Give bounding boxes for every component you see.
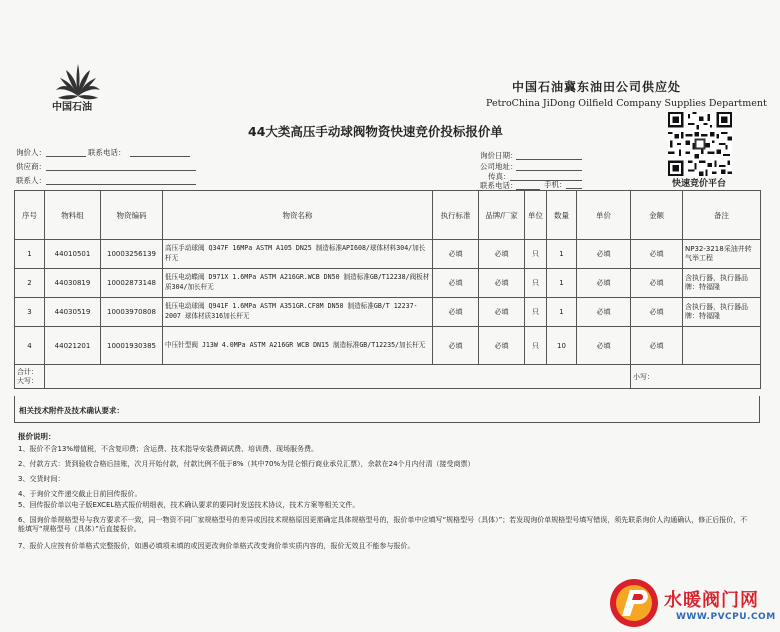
row-number: 2 xyxy=(15,269,45,298)
brand-cell[interactable]: 必填 xyxy=(479,240,525,269)
logo-text: 中国石油 xyxy=(52,102,92,113)
amount-cell[interactable]: 必填 xyxy=(631,327,683,365)
material-code: 10001930385 xyxy=(101,327,163,365)
supplier-line xyxy=(46,170,196,171)
header-cell: 物资编码 xyxy=(101,191,163,240)
brand-cell[interactable]: 必填 xyxy=(479,298,525,327)
material-group: 44030819 xyxy=(45,269,101,298)
contact-label: 联系人： xyxy=(16,176,46,185)
note-line: 1、报价不含13%增值税，不含复印费；含运费、技术指导安装费调试费、培训费、现场服务费。 xyxy=(18,444,319,453)
unit-price-cell[interactable]: 必填 xyxy=(577,240,631,269)
header-cell: 物料组 xyxy=(45,191,101,240)
unit-cell: 只 xyxy=(525,240,547,269)
amount-cell[interactable]: 必填 xyxy=(631,298,683,327)
attachment-requirements-label: 相关技术附件及技术确认要求： xyxy=(19,406,124,415)
mobile-line xyxy=(566,188,582,189)
note-line: 4、于询价文件递交截止日前回传报价。 xyxy=(18,490,142,499)
material-code: 10003970808 xyxy=(101,298,163,327)
quantity-cell: 1 xyxy=(547,240,577,269)
watermark-url: WWW.PVCPU.COM xyxy=(676,612,776,622)
amount-cell[interactable]: 必填 xyxy=(631,240,683,269)
standard-cell[interactable]: 必填 xyxy=(433,298,479,327)
header-cell: 数量 xyxy=(547,191,577,240)
table-row xyxy=(15,327,761,365)
qr-label: 快速竞价平台 xyxy=(672,179,727,189)
phone-line xyxy=(130,156,190,157)
material-code: 10002873148 xyxy=(101,269,163,298)
total-row xyxy=(15,365,761,389)
inquiry-date-line xyxy=(516,159,582,160)
remark-cell: 含执行器，执行器品牌：特福隆 xyxy=(683,298,761,327)
supplier-label: 供应商： xyxy=(16,162,46,171)
fax-label: 传真： xyxy=(488,172,511,181)
header-cell: 品牌/厂家 xyxy=(479,191,525,240)
unit-price-cell[interactable]: 必填 xyxy=(577,327,631,365)
note-line: 3、交货时间： xyxy=(18,474,65,483)
unit-cell: 只 xyxy=(525,298,547,327)
remark-cell xyxy=(683,327,761,365)
table-row xyxy=(15,269,761,298)
unit-cell: 只 xyxy=(525,269,547,298)
brand-cell[interactable]: 必填 xyxy=(479,269,525,298)
material-name: 低压电动蝶阀 D971X 1.6MPa ASTM A216GR.WCB DN50 制造标准GB/T12238/阀板材质304/加长杆无 xyxy=(163,269,433,298)
material-group: 44030519 xyxy=(45,298,101,327)
note-line: 6、国询价单规格型号与我方要求不一致，同一物资不同厂家规格型号的差异或因技术规格原因更需确定具体规格型号的，报价单中应填写“规格型号（具体）”；若发现询价单规格型号填写错误，须先联系询价人沟通确认，修正后报价，不能填写“规格型号（具体）”后直接报价。 xyxy=(18,516,748,534)
note-line: 7、报价人应按有价单格式完整报价，如遇必填项未填的或因更改询价单格式改变询价单实质内容的，报价无效且不能参与报价。 xyxy=(18,542,415,551)
quantity-cell: 1 xyxy=(547,269,577,298)
header-cell: 金额 xyxy=(631,191,683,240)
material-code: 10003256139 xyxy=(101,240,163,269)
header-cell: 单价 xyxy=(577,191,631,240)
unit-price-cell[interactable]: 必填 xyxy=(577,269,631,298)
attachment-requirements-box xyxy=(14,396,760,423)
company-address-label: 公司地址： xyxy=(480,162,518,171)
note-line: 5、回传报价单以电子版EXCEL格式报价明细表，技术确认要求的要同时发送技术协议，技术方案等相关文件。 xyxy=(18,501,360,510)
material-name: 高压手动球阀 Q347F 16MPa ASTM A105 DN25 制造标准API608/球体材料304/加长杆无 xyxy=(163,240,433,269)
total-uppercase-label: 合计：大写： xyxy=(15,365,45,389)
watermark-text: 水暖阀门网 xyxy=(664,590,759,611)
quantity-cell: 1 xyxy=(547,298,577,327)
material-group: 44010501 xyxy=(45,240,101,269)
row-number: 3 xyxy=(15,298,45,327)
standard-cell[interactable]: 必填 xyxy=(433,269,479,298)
company-address-line xyxy=(516,170,582,171)
header-cell: 序号 xyxy=(15,191,45,240)
quantity-cell: 10 xyxy=(547,327,577,365)
company-name-en: PetroChina JiDong Oilfield Company Supplies Department xyxy=(486,98,767,109)
total-uppercase-value[interactable] xyxy=(45,365,631,389)
table-header-row xyxy=(15,191,761,240)
company-name-cn: 中国石油冀东油田公司供应处 xyxy=(512,80,682,94)
contact-phone-label: 联系电话： xyxy=(480,181,518,190)
inquiry-date-label: 询价日期： xyxy=(480,151,518,160)
brand-cell[interactable]: 必填 xyxy=(479,327,525,365)
document-title: 44大类高压手动球阀物资快速竞价投标报价单 xyxy=(248,124,503,139)
header-cell: 物资名称 xyxy=(163,191,433,240)
header-cell: 备注 xyxy=(683,191,761,240)
table-row xyxy=(15,298,761,327)
material-group: 44021201 xyxy=(45,327,101,365)
remark-cell: NP32-3218采油井转气举工程 xyxy=(683,240,761,269)
bidder-line xyxy=(46,156,86,157)
quotation-notes xyxy=(18,432,758,558)
amount-cell[interactable]: 必填 xyxy=(631,269,683,298)
unit-price-cell[interactable]: 必填 xyxy=(577,298,631,327)
total-lowercase-label: 小写： xyxy=(631,365,761,389)
row-number: 4 xyxy=(15,327,45,365)
header-cell: 单位 xyxy=(525,191,547,240)
mobile-label: 手机： xyxy=(544,180,567,189)
phone-label: 联系电话： xyxy=(88,148,126,157)
qr-code-icon xyxy=(668,112,732,176)
standard-cell[interactable]: 必填 xyxy=(433,327,479,365)
quotation-table xyxy=(14,190,761,389)
unit-cell: 只 xyxy=(525,327,547,365)
bidder-label: 询价人： xyxy=(16,148,46,157)
header-cell: 执行标准 xyxy=(433,191,479,240)
material-name: 中压针型阀 J13W 4.0MPa ASTM A216GR WCB DN15 制造标准GB/T12235/加长杆无 xyxy=(163,327,433,365)
remark-cell: 含执行器，执行器品牌：特福隆 xyxy=(683,269,761,298)
note-line: 2、付款方式：货到验收合格后挂账，次月开始付款，付款比例不低于8%（其中70%为昆仑银行商业承兑汇票），余款在24个月内付清（接受商票） xyxy=(18,459,475,468)
standard-cell[interactable]: 必填 xyxy=(433,240,479,269)
table-row xyxy=(15,240,761,269)
material-name: 低压电动球阀 Q941F 1.6MPa ASTM A351GR.CF8M DN50 制造标准GB/T 12237-2007 球体材质316加长杆无 xyxy=(163,298,433,327)
notes-heading: 报价说明： xyxy=(18,432,56,441)
contact-line xyxy=(46,184,196,185)
row-number: 1 xyxy=(15,240,45,269)
